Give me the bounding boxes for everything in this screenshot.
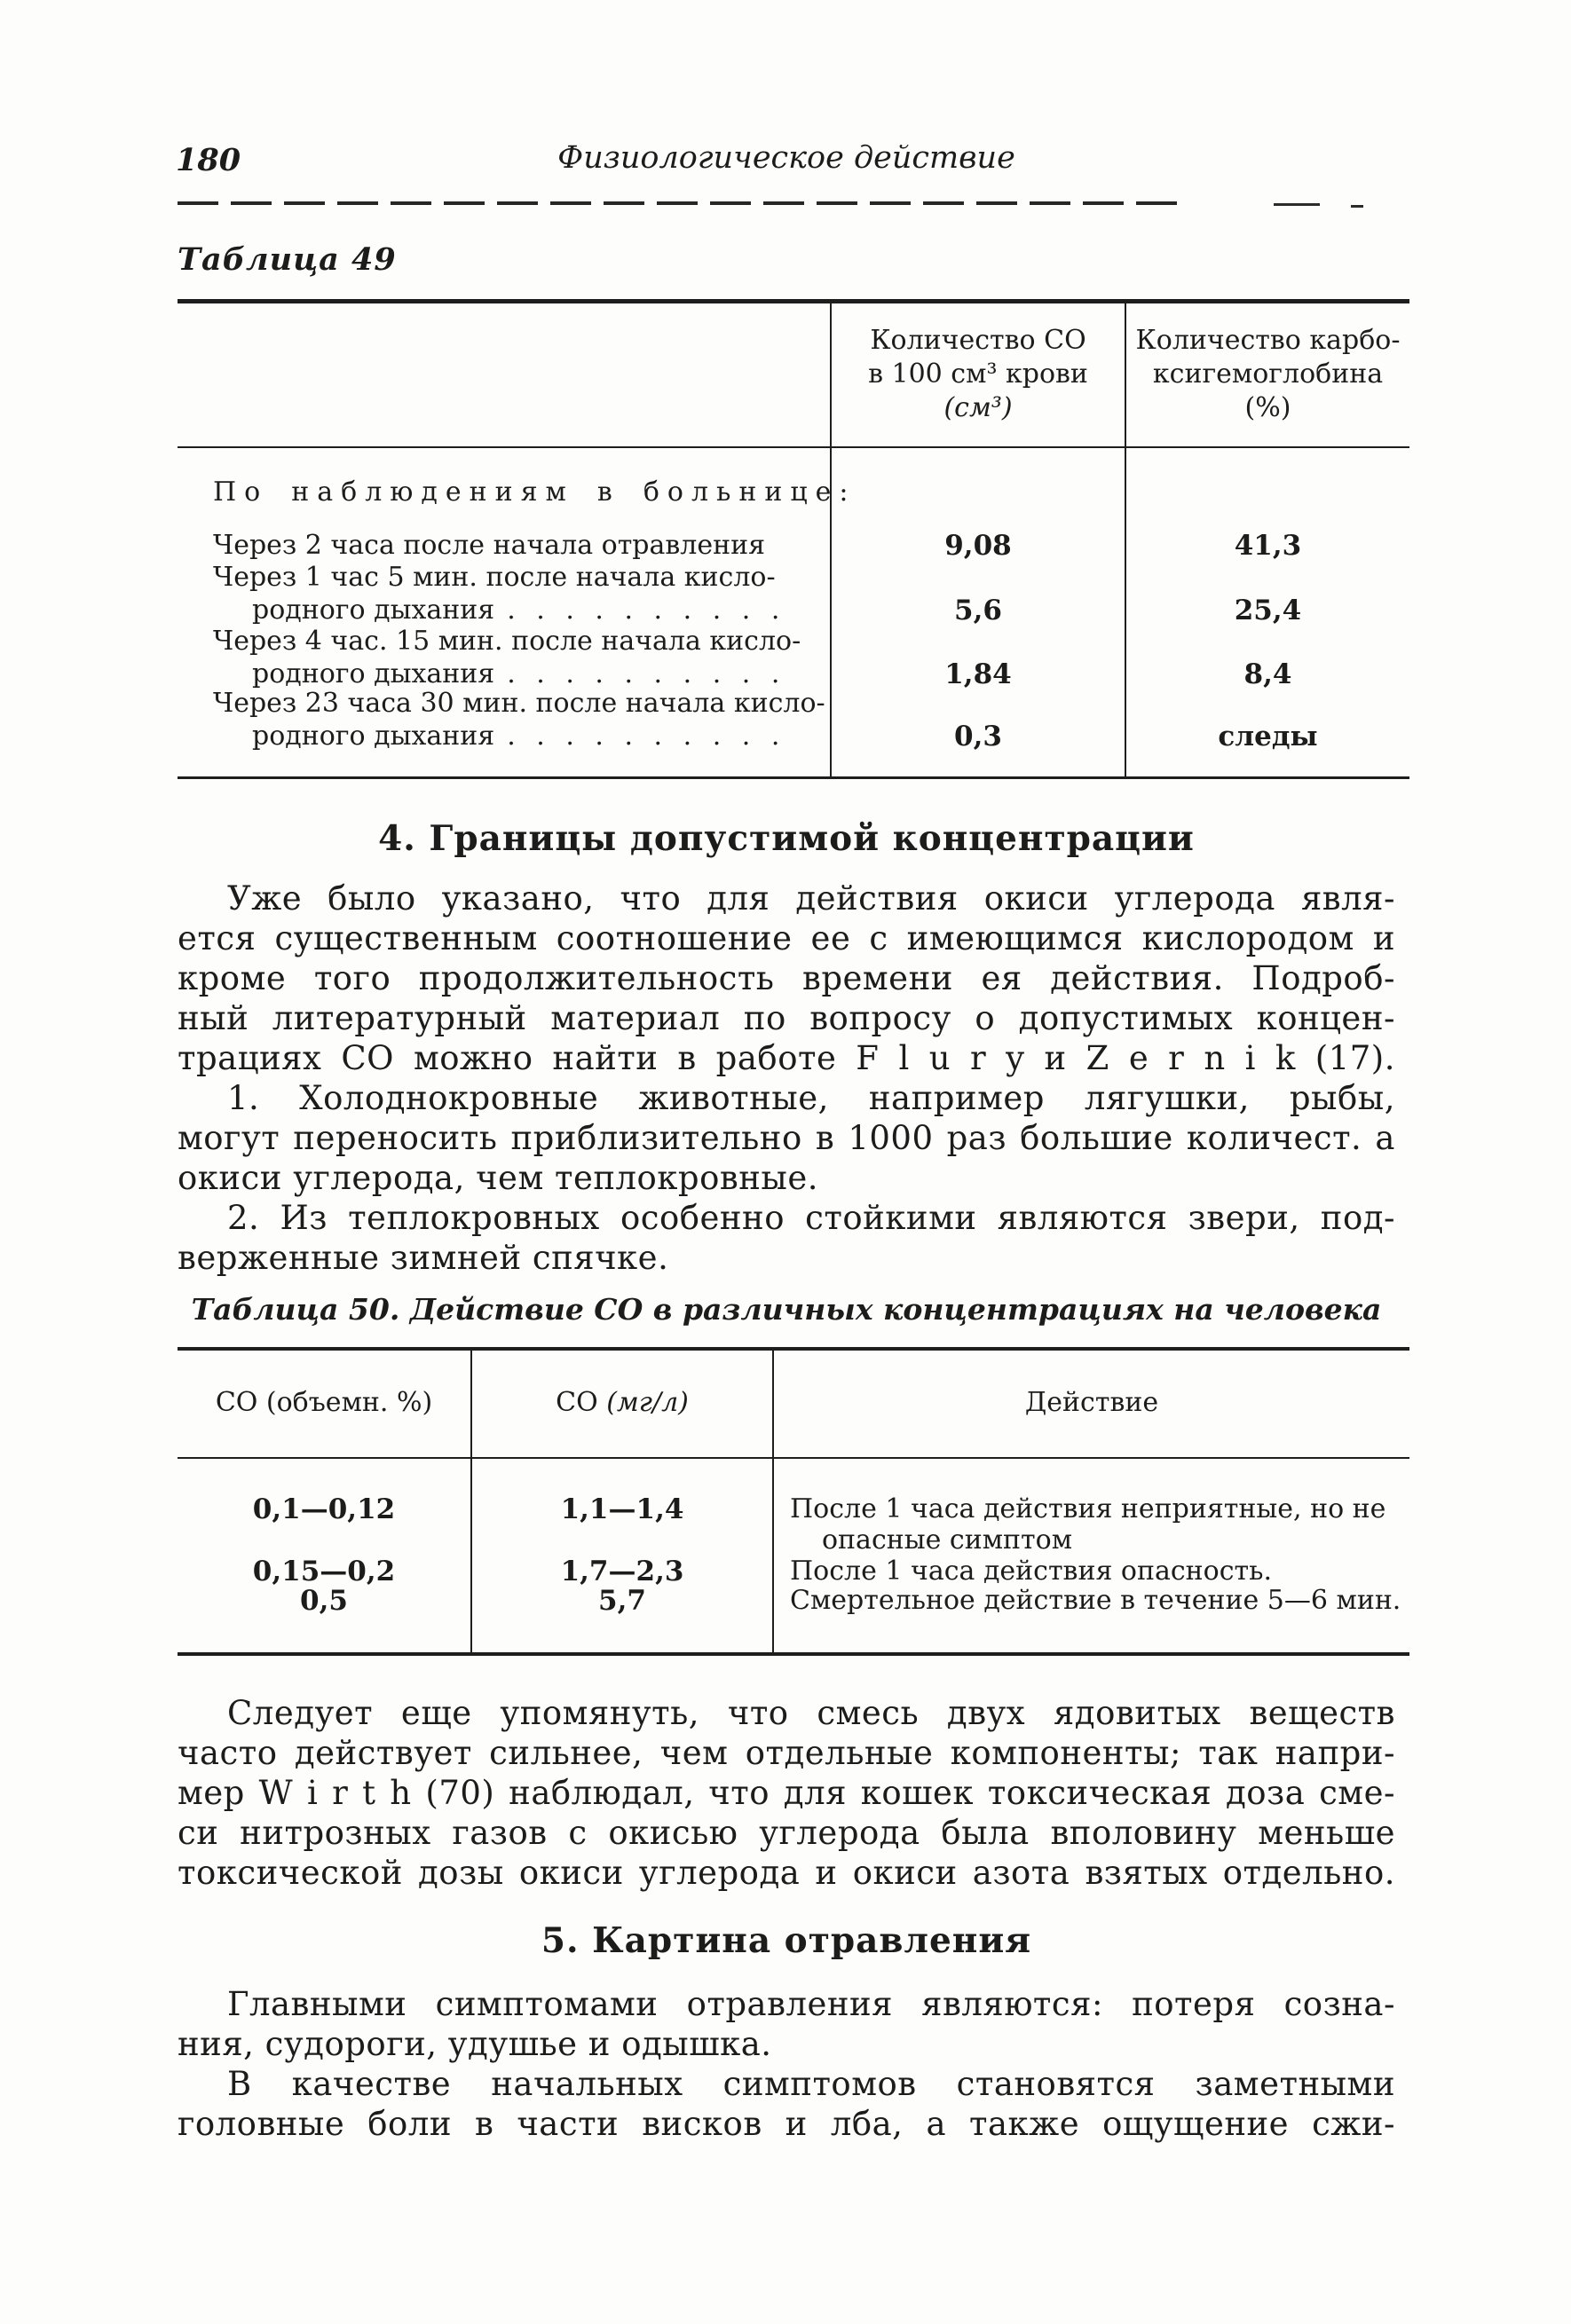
t49-co-value: 1,84 (944, 658, 1012, 690)
t50-effect-line: После 1 часа действия опасность. (790, 1556, 1272, 1587)
t49-hb-value: 8,4 (1243, 658, 1292, 690)
t50-top-rule (178, 1347, 1409, 1351)
t49-co-header-line: (см³) (943, 392, 1013, 423)
t49-hb-header-line: Количество карбо- (1135, 325, 1401, 356)
t49-row-label-text: родного дыхания (252, 658, 495, 689)
section5-paragraph-2 (178, 2064, 1395, 2144)
t49-co-value: 9,08 (944, 530, 1012, 562)
t50-effect-line: опасные симптом (822, 1524, 1073, 1556)
paragraph-line: си нитрозных газов с окисью углерода была вполовину меньше (178, 1814, 1395, 1852)
section5-paragraph-1 (178, 1984, 1395, 2064)
paragraph-line: 2. Из теплокровных особенно стойкими являются звери, под- (227, 1199, 1395, 1237)
t49-row-label-text: родного дыхания (252, 595, 495, 626)
t49-hb-value: 41,3 (1234, 530, 1302, 562)
paragraph-line: мер W i r t h (70) наблюдал, что для кошек токсическая доза сме- (178, 1774, 1395, 1812)
t49-row-label: Через 1 час 5 мин. после начала кисло- (213, 562, 776, 593)
section4-heading: 4. Границы допустимой концентрации (378, 818, 1195, 859)
t50-effect-header: Действие (1024, 1387, 1159, 1418)
t49-co-header-line: в 100 см³ крови (868, 358, 1088, 390)
t50-mg-header-unit: (мг/л) (606, 1387, 689, 1418)
t50-mg-value: 1,1—1,4 (560, 1493, 684, 1525)
header-rule-dot (1351, 205, 1363, 208)
t49-row-label: Через 2 часа после начала отравления (213, 530, 766, 561)
t50-bottom-rule (178, 1652, 1409, 1656)
t49-dot-leader: . . . . . . . . . . (507, 595, 786, 626)
t49-row-label-continuation (252, 658, 786, 689)
paragraph-line: 1. Холоднокровные животные, например лягушки, рыбы, (227, 1079, 1395, 1117)
table50-caption: Таблица 50. Действие CO в различных концентрациях на человека (191, 1292, 1382, 1327)
t49-group-label: По наблюдениям в больнице: (213, 477, 857, 508)
running-title: Физиологическое действие (557, 140, 1015, 176)
t50-effect-line: После 1 часа действия неприятные, но не (790, 1493, 1386, 1524)
t50-header-separator (178, 1457, 1409, 1459)
t49-row-label: Через 23 часа 30 мин. после начала кисло- (213, 688, 825, 719)
paragraph-line: верженные зимней спячке. (178, 1239, 669, 1277)
t50-vol-header: CO (объемн. %) (215, 1387, 433, 1418)
mixture-paragraph (178, 1693, 1395, 1893)
section4-paragraph-2 (178, 1078, 1395, 1198)
t49-dot-leader: . . . . . . . . . . (507, 721, 786, 752)
paragraph-line: ется существенным соотношение ее с имеющимся кислородом и (178, 919, 1395, 957)
t49-co-value: 0,3 (954, 721, 1002, 752)
t49-row-label-continuation (252, 595, 786, 626)
table-49 (178, 299, 1409, 780)
t49-header-separator (178, 446, 1409, 448)
t50-vol-value: 0,1—0,12 (252, 1493, 396, 1525)
page-number: 180 (176, 142, 241, 178)
table49-caption: Таблица 49 (178, 241, 397, 278)
paragraph-line: токсической дозы окиси углерода и окиси азота взятых отдельно. (178, 1854, 1395, 1892)
t49-row-label-continuation (252, 721, 786, 752)
t49-top-rule (178, 299, 1409, 303)
t50-mg-header (472, 1386, 772, 1420)
paragraph-line: трациях CO можно найти в работе F l u r y и Z e r n i k (17). (178, 1039, 1395, 1077)
paragraph-line: ния, судороги, удушье и одышка. (178, 2025, 772, 2063)
section4-paragraph-1 (178, 878, 1395, 1078)
t49-co-header-line: Количество CO (870, 325, 1086, 356)
t49-co-value: 5,6 (954, 595, 1002, 626)
t49-hb-header-line: ксигемоглобина (1152, 358, 1384, 390)
t50-vol-value: 0,15—0,2 (252, 1556, 396, 1587)
t49-hb-header-line: (%) (1244, 392, 1291, 423)
t49-row-label-text: родного дыхания (252, 721, 495, 752)
t50-effect-line: Смертельное действие в течение 5—6 мин. (790, 1585, 1401, 1616)
t49-dot-leader: . . . . . . . . . . (507, 658, 786, 689)
paragraph-line: головные боли в части висков и лба, а также ощущение сжи- (178, 2105, 1395, 2143)
paragraph-line: часто действует сильнее, чем отдельные компоненты; так напри- (178, 1734, 1395, 1772)
paragraph-line: кроме того продолжительность времени ея действия. Подроб- (178, 959, 1395, 997)
section5-heading: 5. Картина отравления (541, 1920, 1032, 1961)
paragraph-line: окиси углерода, чем теплокровные. (178, 1159, 818, 1197)
paragraph-line: могут переносить приблизительно в 1000 раз большие количест. а (178, 1119, 1395, 1157)
t49-hb-value: 25,4 (1234, 595, 1302, 626)
t50-vol-value: 0,5 (300, 1585, 348, 1617)
t49-hb-value: следы (1218, 721, 1318, 752)
section4-paragraph-3 (178, 1198, 1395, 1278)
paragraph-line: В качестве начальных симптомов становятся заметными (227, 2065, 1395, 2103)
header-rule-dash (1274, 203, 1320, 206)
paragraph-line: Главными симптомами отравления являются: потеря созна- (227, 1985, 1395, 2023)
table-50 (178, 1347, 1409, 1656)
t50-mg-header-prefix: CO (556, 1387, 607, 1418)
paragraph-line: Уже было указано, что для действия окиси углерода явля- (227, 879, 1395, 918)
t50-mg-value: 1,7—2,3 (560, 1556, 684, 1587)
t49-bottom-rule (178, 776, 1409, 779)
paragraph-line: Следует еще упомянуть, что смесь двух ядовитых веществ (227, 1694, 1395, 1732)
paragraph-line: ный литературный материал по вопросу о допустимых концен- (178, 999, 1395, 1037)
t49-row-label: Через 4 час. 15 мин. после начала кисло- (213, 626, 801, 657)
t50-mg-value: 5,7 (598, 1585, 646, 1617)
header-rule (178, 201, 1189, 205)
